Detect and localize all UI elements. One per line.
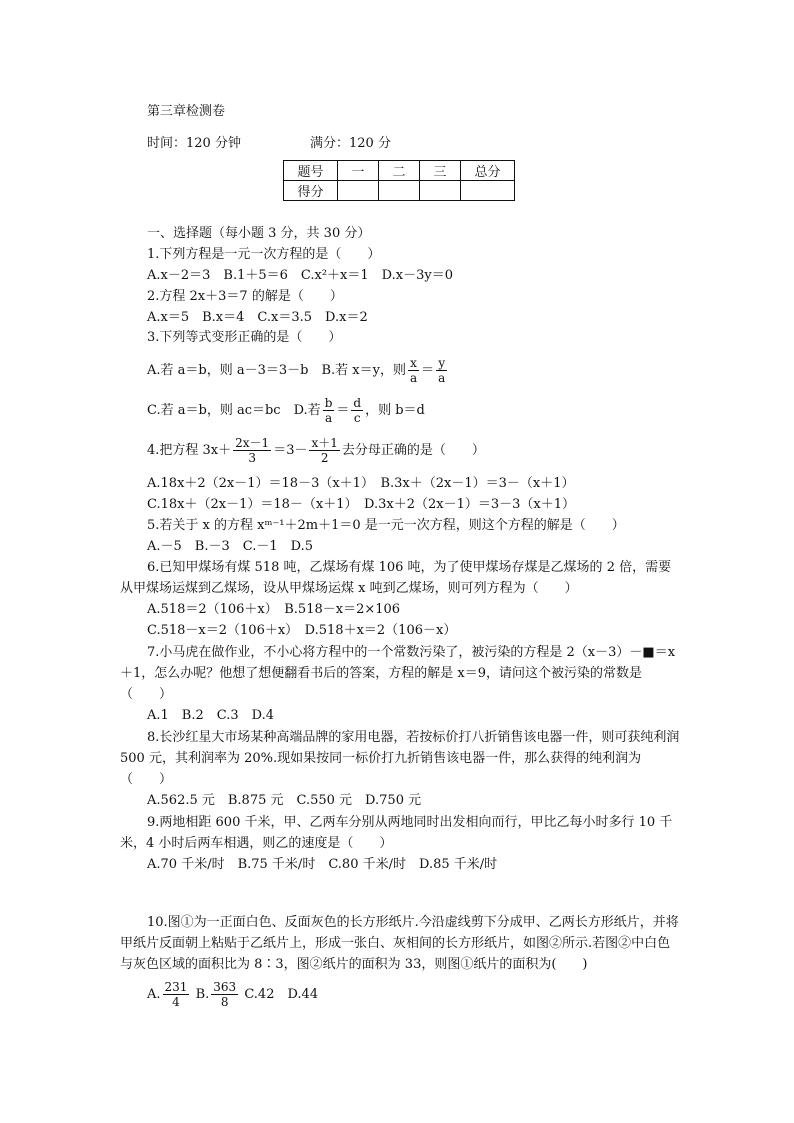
score-label: 满分：120 分 [310,136,391,151]
fraction [211,980,238,1009]
question-4-stem-part: ＝3－ [273,443,308,458]
score-cell[interactable] [420,181,461,201]
fraction [323,396,335,425]
question-10-option-a-label: A. [147,987,161,1002]
fraction-denominator: 2 [320,451,329,465]
fraction-denominator: 4 [172,995,180,1009]
question-5-stem: 5.若关于 x 的方程 xᵐ⁻¹＋2m＋1＝0 是一元一次方程，则这个方程的解是（ ） [147,518,625,533]
question-7-options: A.1 B.2 C.3 D.4 [147,708,274,723]
question-10-options-cd: C.42 D.44 [244,987,319,1002]
question-5-options: A.－5 B.－3 C.－1 D.5 [147,539,313,554]
fraction [233,436,271,465]
score-table-header-cell: 二 [379,161,420,181]
score-cell[interactable] [379,181,420,201]
question-4-stem [147,436,485,466]
question-4-options-line-2: C.18x＋（2x－1）＝18－（x＋1） D.3x＋2（2x－1）＝3－3（x＋1） [147,497,575,512]
question-3-stem: 3.下列等式变形正确的是（ ） [147,330,342,345]
question-4-options-line-1: A.18x＋2（2x－1）＝18－3（x＋1） B.3x＋（2x－1）＝3－（x＋1） [147,476,575,491]
page-title: 第三章检测卷 [147,104,226,119]
fraction-numerator: 363 [213,980,237,994]
question-8-stem: 8.长沙红星大市场某种高端品牌的家用电器，若按标价打八折销售该电器一件，则可获纯利润 500 元，其利润率为 20%.现如果按同一标价打九折销售该电器一件，那么获得的纯利润为（ ） [120,730,680,787]
question-3-options-cd [147,396,425,426]
fraction-denominator: 3 [248,451,256,465]
fraction-numerator: b [324,396,333,410]
score-table-header-cell: 一 [338,161,379,181]
equals-sign: ＝ [336,403,350,418]
question-3-option-d-tail: ，则 b＝d [365,403,425,418]
fraction-denominator: a [438,371,446,385]
question-1-options: A.x－2＝3 B.1＋5＝6 C.x²＋x＝1 D.x－3y＝0 [147,268,453,283]
question-3-option-c: C.若 a＝b，则 ac＝bc D.若 [147,403,321,418]
score-table-header-cell: 总分 [461,161,515,181]
question-6-options-line-2: C.518－x＝2（106＋x） D.518＋x＝2（106－x） [147,623,457,638]
fraction-numerator: x [410,356,417,370]
fraction [408,356,419,385]
score-cell[interactable] [338,181,379,201]
question-8-options: A.562.5 元 B.875 元 C.550 元 D.750 元 [147,793,422,808]
score-table-header-cell: 题号 [284,161,338,181]
equals-sign: ＝ [421,363,435,378]
question-3-option-a: A.若 a＝b，则 a－3＝3－b B.若 x＝y，则 [147,363,406,378]
score-row-label: 得分 [284,181,338,201]
fraction-numerator: 2x－1 [235,436,270,450]
fraction [163,980,190,1009]
fraction [309,436,339,465]
question-10-option-b-label: B. [195,987,210,1002]
question-6-stem: 6.已知甲煤场有煤 518 吨，乙煤场有煤 106 吨，为了使甲煤场存煤是乙煤场的 2 倍，需要从甲煤场运煤到乙煤场，设从甲煤场运煤 x 吨到乙煤场，则可列方程为（ ） [120,560,672,596]
score-table-header-row [284,161,515,181]
fraction-numerator: 231 [164,980,188,994]
time-label: 时间：120 分钟 [147,136,241,151]
fraction-denominator: c [353,411,361,425]
fraction [351,396,363,425]
fraction [436,356,447,385]
fraction-numerator: y [438,356,446,370]
question-7-stem: 7.小马虎在做作业，不小心将方程中的一个常数污染了，被污染的方程是 2（x－3）－■＝x＋1，怎么办呢？他想了想便翻看书后的答案，方程的解是 x＝9，请问这个被污染的常数是（ ） [120,645,676,702]
question-4-stem-part: 去分母正确的是（ ） [341,443,485,458]
question-9-stem: 9.两地相距 600 千米，甲、乙两车分别从两地同时出发相向而行，甲比乙每小时多行 10 千米，4 小时后两车相遇，则乙的速度是（ ） [120,815,673,851]
fraction-numerator: d [353,396,362,410]
score-table [283,160,515,201]
question-3-options-ab [147,356,449,386]
score-table-header-cell: 三 [420,161,461,181]
question-1-stem: 1.下列方程是一元一次方程的是（ ） [147,247,381,262]
score-cell[interactable] [461,181,515,201]
fraction-denominator: a [409,371,418,385]
fraction-denominator: a [324,411,333,425]
question-6-options-line-1: A.518＝2（106＋x） B.518－x＝2×106 [147,602,401,617]
question-10-stem: 10.图①为一正面白色、反面灰色的长方形纸片.今沿虚线剪下分成甲、乙两长方形纸片，并将甲纸片反面朝上粘贴于乙纸片上，形成一张白、灰相间的长方形纸片，如图②所示.若图②中白色与灰色区域的面积比为 8∶3，图②纸片的面积为 33，则图①纸片的面积为( ) [120,915,679,972]
fraction-denominator: 8 [220,995,229,1009]
fraction-numerator: x＋1 [311,436,338,450]
score-table-score-row [284,181,515,201]
question-10-options [147,978,318,1012]
question-2-stem: 2.方程 2x＋3＝7 的解是（ ） [147,289,343,304]
section-title: 一、选择题（每小题 3 分，共 30 分） [147,226,371,241]
question-4-stem-part: 4.把方程 3x＋ [147,443,232,458]
question-2-options: A.x＝5 B.x＝4 C.x＝3.5 D.x＝2 [147,310,368,325]
question-9-options: A.70 千米/时 B.75 千米/时 C.80 千米/时 D.85 千米/时 [147,857,498,872]
